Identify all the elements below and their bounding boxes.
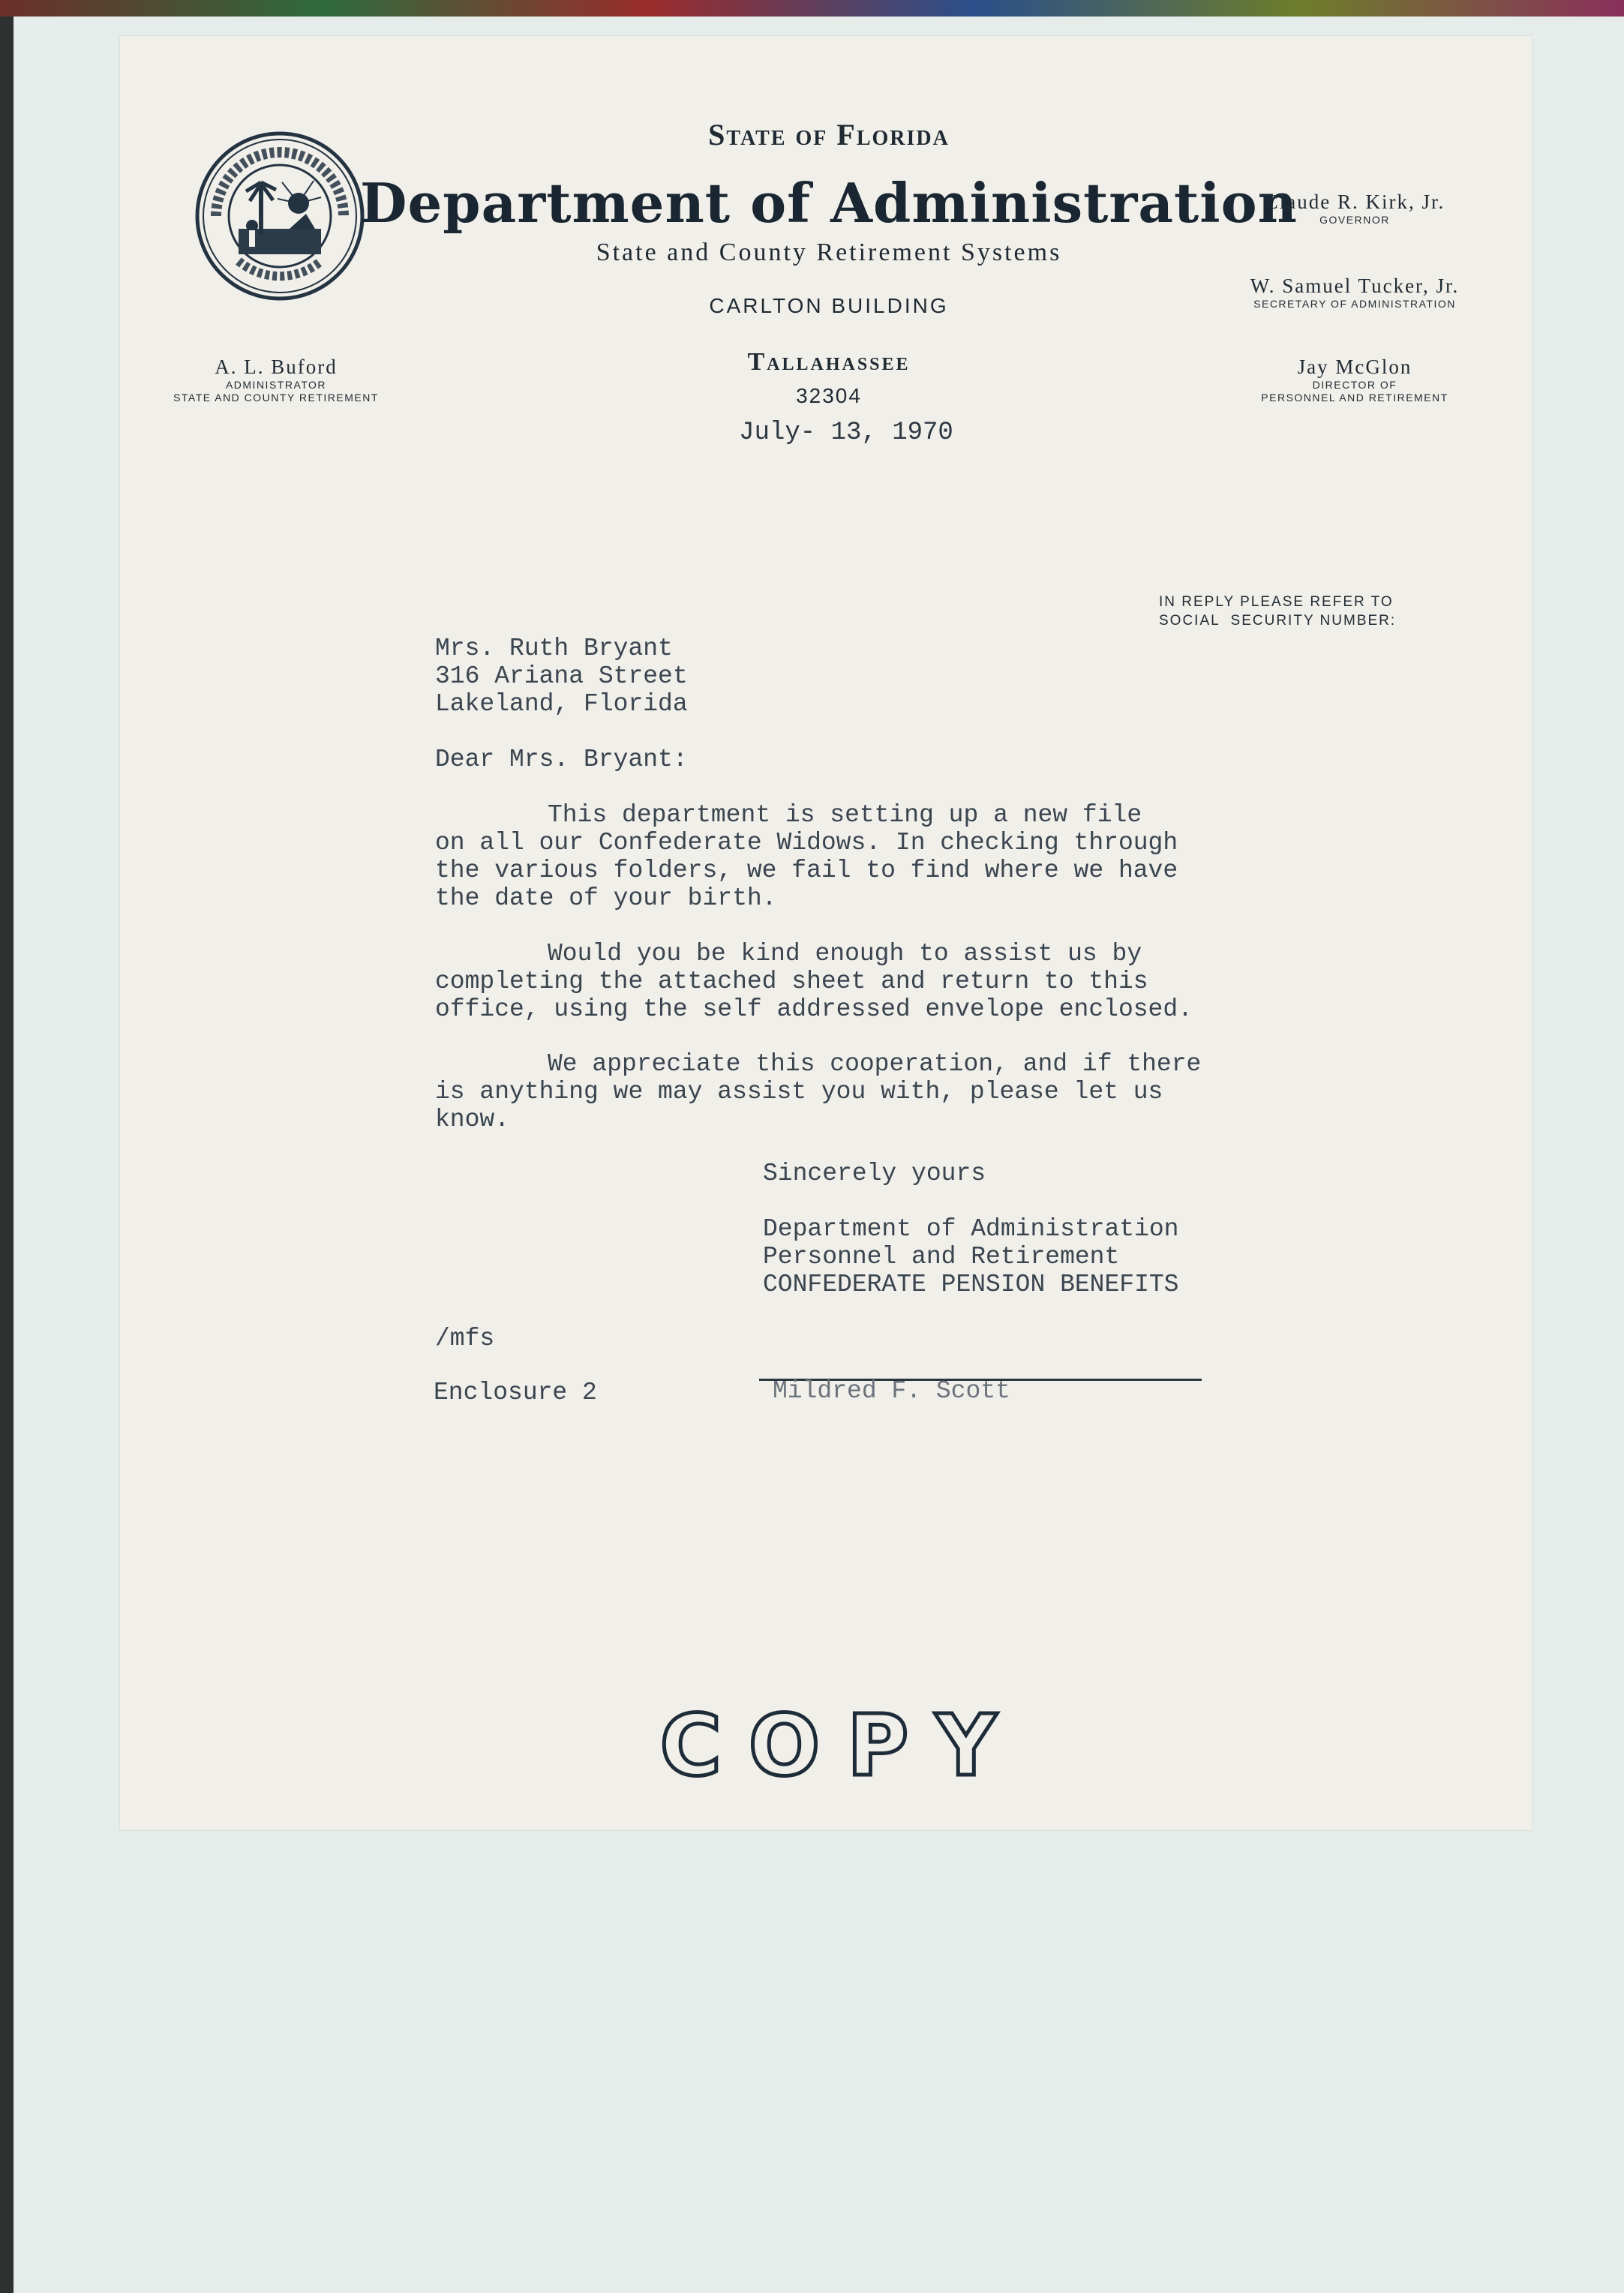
official-name: W. Samuel Tucker, Jr. <box>1250 275 1460 297</box>
official-title: ADMINISTRATOR <box>225 379 327 391</box>
recipient-street: 316 Ariana Street <box>435 662 688 690</box>
body-paragraph-1: This department is setting up a new file on all our Confederate Widows. In checking through the various folders, we fail to find where we have the date of your birth. <box>435 801 1178 912</box>
building-name: CARLTON BUILDING <box>709 294 949 317</box>
signature-org-line: Personnel and Retirement <box>763 1243 1120 1271</box>
official-name: Claude R. Kirk, Jr. <box>1264 191 1445 213</box>
salutation: Dear Mrs. Bryant: <box>435 746 688 773</box>
scan-left-edge <box>0 17 14 2293</box>
scan-top-edge <box>0 0 1624 17</box>
official-administrator <box>173 356 379 404</box>
state-heading: State of Florida <box>708 118 950 152</box>
signature-org-line: CONFEDERATE PENSION BENEFITS <box>763 1271 1179 1298</box>
typist-initials: /mfs <box>435 1325 495 1352</box>
valediction: Sincerely yours <box>763 1160 986 1187</box>
official-title: DIRECTOR OF <box>1312 379 1397 391</box>
official-director <box>1261 356 1448 404</box>
official-name: Jay McGlon <box>1297 356 1412 378</box>
city-name: Tallahassee <box>747 348 911 376</box>
enclosure-note: Enclosure 2 <box>434 1379 597 1406</box>
official-title: STATE AND COUNTY RETIREMENT <box>173 392 379 404</box>
recipient-address <box>435 635 688 718</box>
official-secretary <box>1250 275 1459 311</box>
department-title: Department of Administration <box>360 171 1298 235</box>
recipient-name: Mrs. Ruth Bryant <box>435 635 673 662</box>
zip-code: 32304 <box>796 384 862 407</box>
recipient-city: Lakeland, Florida <box>435 690 688 718</box>
body-paragraph-2: Would you be kind enough to assist us by completing the attached sheet and return to this office, using the self addressed envelope enclosed. <box>435 940 1193 1023</box>
signature-block <box>763 1215 1179 1298</box>
letter-page <box>120 36 1532 1830</box>
reply-note-line: IN REPLY PLEASE REFER TO <box>1159 594 1394 610</box>
official-title: PERSONNEL AND RETIREMENT <box>1261 392 1448 404</box>
copy-stamp: COPY <box>659 1697 1024 1795</box>
division-subtitle: State and County Retirement Systems <box>596 239 1062 266</box>
body-paragraph-3: We appreciate this cooperation, and if there is anything we may assist you with, please let us know. <box>435 1050 1202 1133</box>
official-governor <box>1265 191 1445 227</box>
signature-org-line: Department of Administration <box>763 1215 1179 1243</box>
signer-name: Mildred F. Scott <box>773 1377 1010 1405</box>
florida-seal-icon <box>194 130 366 302</box>
official-title: SECRETARY OF ADMINISTRATION <box>1253 298 1456 310</box>
reply-reference-note <box>1159 593 1396 630</box>
official-name: A. L. Buford <box>215 356 338 378</box>
official-title: GOVERNOR <box>1319 214 1390 226</box>
letter-date: July- 13, 1970 <box>739 419 953 447</box>
reply-note-line: SOCIAL SECURITY NUMBER: <box>1159 613 1397 629</box>
